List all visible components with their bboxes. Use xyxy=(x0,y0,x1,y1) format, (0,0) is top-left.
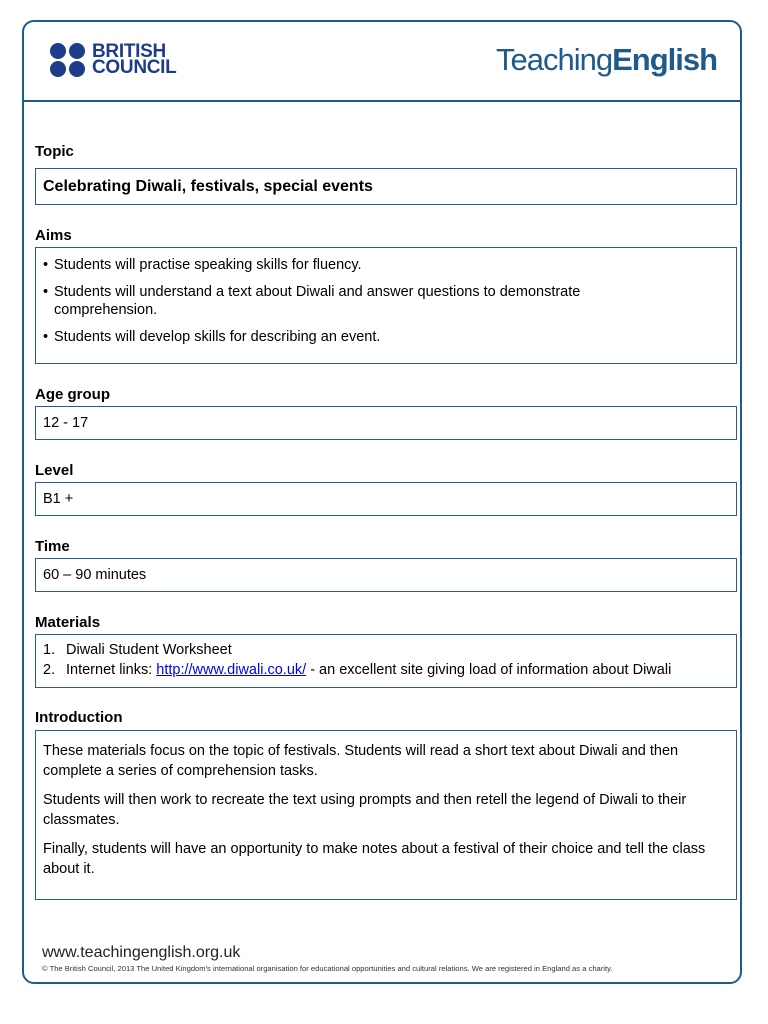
materials-box xyxy=(35,634,737,688)
british-council-wordmark: BRITISH COUNCIL xyxy=(92,41,177,78)
materials-item: 1. Diwali Student Worksheet xyxy=(43,642,232,658)
aims-list xyxy=(43,256,729,346)
materials-item: 2. Internet links: http://www.diwali.co.uk/ - an excellent site giving load of information about Diwali xyxy=(43,662,672,678)
topic-value: Celebrating Diwali, festivals, special events xyxy=(43,177,373,195)
introduction-paragraph: Finally, students will have an opportunity to make notes about a festival of their choice and tell the class about it. xyxy=(43,841,706,877)
footer-copyright: © The British Council, 2013 The United Kingdom's international organisation for educational opportunities and cultural relations. We are registered in England as a charity. xyxy=(42,964,613,973)
aims-item: • Students will practise speaking skills for fluency. xyxy=(43,256,729,274)
materials-label: Materials xyxy=(35,614,101,631)
aims-box xyxy=(35,247,737,364)
introduction-box xyxy=(35,730,737,900)
footer-url: www.teachingenglish.org.uk xyxy=(42,944,241,961)
aims-item: • Students will understand a text about Diwali and answer questions to demonstrate comprehension. xyxy=(43,283,729,319)
diwali-site-link[interactable]: http://www.diwali.co.uk/ xyxy=(156,662,307,678)
introduction-paragraph: These materials focus on the topic of festivals. Students will read a short text about Diwali and then complete a series of comprehension tasks. xyxy=(43,743,679,779)
materials-list xyxy=(43,640,729,680)
british-council-dots-icon xyxy=(50,43,88,77)
british-council-logo xyxy=(50,43,176,77)
introduction-paragraph: Students will then work to recreate the text using prompts and then retell the legend of Diwali to their classmates. xyxy=(43,792,687,828)
topic-label: Topic xyxy=(35,143,74,160)
introduction-label: Introduction xyxy=(35,709,123,726)
level-label: Level xyxy=(35,462,74,479)
age-group-box xyxy=(35,406,737,440)
time-box xyxy=(35,558,737,592)
aims-item: • Students will develop skills for describing an event. xyxy=(43,328,729,346)
time-label: Time xyxy=(35,538,70,555)
aims-label: Aims xyxy=(35,227,72,244)
teaching-english-logo: TeachingEnglish xyxy=(496,42,718,77)
age-group-value: 12 - 17 xyxy=(43,415,89,431)
level-value: B1 + xyxy=(43,491,74,507)
topic-box xyxy=(35,168,737,205)
header-divider xyxy=(24,100,742,102)
level-box xyxy=(35,482,737,516)
time-value: 60 – 90 minutes xyxy=(43,567,147,583)
age-group-label: Age group xyxy=(35,386,110,403)
